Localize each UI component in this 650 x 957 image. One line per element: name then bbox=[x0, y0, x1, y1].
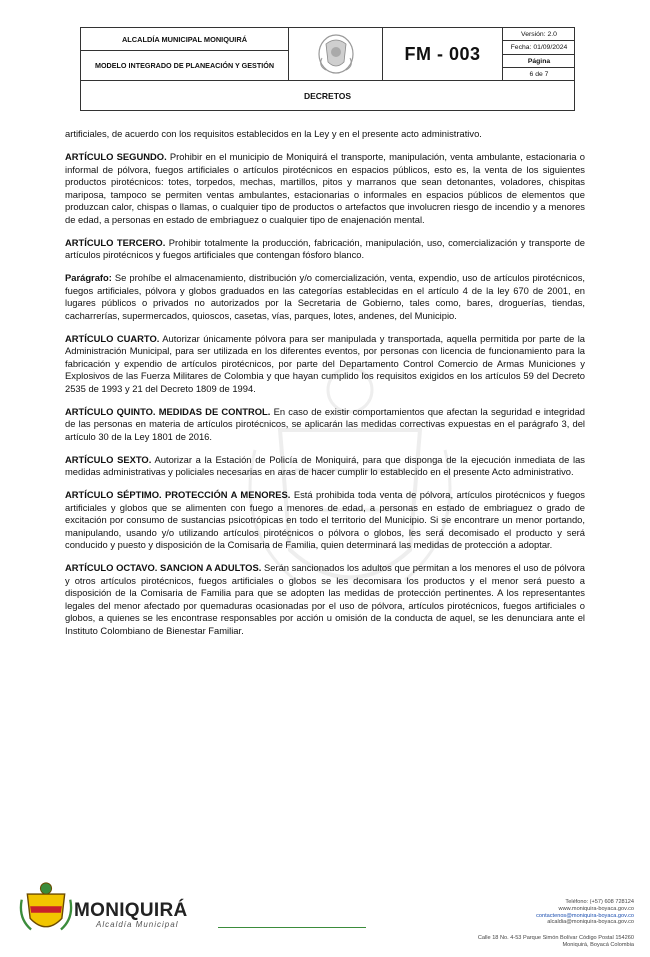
article-text: Está prohibida toda venta de pólvora, artículos pirotécnicos y fuegos artificiales y globos que se alimenten con fuego a menores de edad, a personas en estado de embriaguez o grado de excitación por consumo de sustancias psicotrópicas en todo el territorio del Municipio. Si se encontrare un menor portando, manipulando, usando y/o utilizando artículos pirotécnicos o pólvora o globos, les será decomisado el producto y será conducido y puesto y disposición de la Comisaria de Familia, quien determinará las medidas de protección a adoptar. bbox=[65, 489, 585, 550]
model-name: MODELO INTEGRADO DE PLANEACIÓN Y GESTIÓN bbox=[81, 51, 289, 81]
website-link[interactable]: www.moniquira-boyaca.gov.co bbox=[558, 905, 634, 912]
email-link-contact[interactable]: contactenos@moniquira-boyaca.gov.co bbox=[536, 912, 634, 919]
date-label: Fecha: 01/09/2024 bbox=[503, 41, 575, 54]
page-value: 6 de 7 bbox=[529, 70, 549, 78]
article-heading: ARTÍCULO CUARTO. bbox=[65, 332, 160, 344]
coat-of-arms-icon bbox=[289, 28, 383, 81]
city-text: Moniquirá, Boyacá Colombia bbox=[562, 941, 634, 948]
version-label: Versión: 2.0 bbox=[503, 28, 575, 41]
municipal-crest-icon bbox=[18, 880, 74, 938]
brand-subtitle: Alcaldía Municipal bbox=[96, 920, 179, 929]
paragraph-continuation bbox=[65, 128, 585, 141]
article-sixth bbox=[65, 454, 585, 479]
form-code: FM - 003 bbox=[383, 28, 503, 81]
article-heading: ARTÍCULO SEGUNDO. bbox=[65, 151, 167, 162]
article-heading: ARTÍCULO TERCERO. bbox=[65, 236, 166, 248]
article-text: Autorizar únicamente pólvora para ser manipulada y transportada, aquella permitida por parte de la Administración Municipal, para ser utilizada en los diferentes eventos, por personas con licencia de funcionamiento para la fabricación y expendio de artículos pirotécnicos, por parte del Departamento Control Comercio de Armas Municiones y Explosivos de las Fuerza Militares de Colombia y que hayan cumplido los requisitos exigidos en los artículos 59 del Decreto 2535 de 1993 y 21 del Decreto 1809 de 1994. bbox=[65, 332, 585, 394]
brand-name: MONIQUIRÁ bbox=[74, 900, 188, 921]
article-seventh bbox=[65, 489, 585, 552]
article-third bbox=[65, 237, 585, 262]
address-text: Calle 18 No. 4-53 Parque Simón Bolívar Código Postal 154260 bbox=[477, 935, 634, 942]
section-title: DECRETOS bbox=[303, 91, 352, 101]
paragraph-note bbox=[65, 272, 585, 322]
article-fifth bbox=[65, 406, 585, 444]
document-header bbox=[80, 27, 575, 111]
contact-block bbox=[414, 899, 634, 949]
article-fourth bbox=[65, 333, 585, 396]
email-link-mayor[interactable]: alcaldia@moniquira-boyaca.gov.co bbox=[547, 919, 634, 926]
article-text: Serán sancionados los adultos que permitan a los menores el uso de pólvora y otros artículos pirotécnicos, fuegos artificiales o globos se les decomisara los productos y el menor será puesto a disposición de la Comisaria de Familia para que se adopten las medidas de protección pertinentes. A los representantes legales del menor afectado por quemaduras ocasionadas por el uso de pólvora, artículos pirotécnicos, fuegos artificiales o globos, a quienes se les encontrase responsables por acción u omisión de la conducta de aquel, se les denunciara ante el Instituto Colombiano de Bienestar Familiar. bbox=[65, 562, 585, 636]
article-heading: ARTÍCULO OCTAVO. SANCION A ADULTOS. bbox=[65, 562, 262, 573]
article-text: Prohibir en el municipio de Moniquirá el transporte, manipulación, venta ambulante, estacionaria o informal de pólvora, fuegos artificiales o artículos pirotécnicos en espacios públicos, esto es, la venta de los siguientes productos pirotécnicos: totes, torpedos, mechas, martillos, pitos y marranos que sean detonantes, voladores, chispitas mariposa, tampoco se permiten ventas ambulantes, estacionarias o informales en espacios públicos de elementos que produzcan calor, chispas o llamas, o cualquier tipo de productos o artefactos que involucren riesgo de incendio y a menores de edad, a personas en estado de embriaguez o cualquier tipo de enajenación mental. bbox=[65, 151, 585, 225]
article-eighth bbox=[65, 562, 585, 637]
page-label: Página bbox=[503, 55, 575, 68]
footer-divider bbox=[218, 927, 366, 928]
article-text: Autorizar a la Estación de Policía de Moniquirá, para que disponga de la ejecución inmediata de las medidas administrativas y policiales necesarias en aras de hacer cumplir lo establecido en el presente Acto administrativo. bbox=[65, 453, 585, 477]
paragraph-text: artificiales, de acuerdo con los requisitos establecidos en la Ley y en el presente acto administrativo. bbox=[65, 128, 482, 139]
article-second bbox=[65, 151, 585, 226]
article-heading: ARTÍCULO SEXTO. bbox=[65, 453, 152, 465]
document-body bbox=[65, 128, 585, 648]
article-text: En caso de existir comportamientos que afectan la seguridad e integridad de las personas en materia de artículos pirotécnicos, se aplicarán las medidas correctivas expuestas en el parágrafo 3, del artículo 30 de la Ley 1801 de 2016. bbox=[65, 405, 586, 442]
organization-name: ALCALDÍA MUNICIPAL MONIQUIRÁ bbox=[81, 28, 289, 51]
article-heading: Parágrafo: bbox=[65, 272, 112, 283]
phone-text: Teléfono: (+57) 608 728124 bbox=[565, 899, 634, 905]
document-meta bbox=[503, 28, 575, 81]
article-text: Se prohíbe el almacenamiento, distribución y/o comercialización, venta, expendio, uso de artículos pirotécnicos, fuegos artificiales, pólvora y globos graduados en las categorías establecidas en el artículo 4 de la ley 670 de 2001, en lugares públicos o privados no autorizados por la Secretaria de Gobierno, tales como, bares, droguerías, tiendas, cacharrerías, supermercados, quioscos, casetas, vías, parques, lotes, andenes, del Municipio. bbox=[65, 272, 585, 321]
article-text: Prohibir totalmente la producción, fabricación, manipulación, uso, comercialización y transporte de artículos pirotécnicos y fuegos artificiales que contengan fósforo blanco. bbox=[65, 236, 585, 260]
article-heading: ARTÍCULO SÉPTIMO. PROTECCIÓN A MENORES. bbox=[65, 489, 291, 500]
article-heading: ARTÍCULO QUINTO. MEDIDAS DE CONTROL. bbox=[65, 405, 271, 417]
